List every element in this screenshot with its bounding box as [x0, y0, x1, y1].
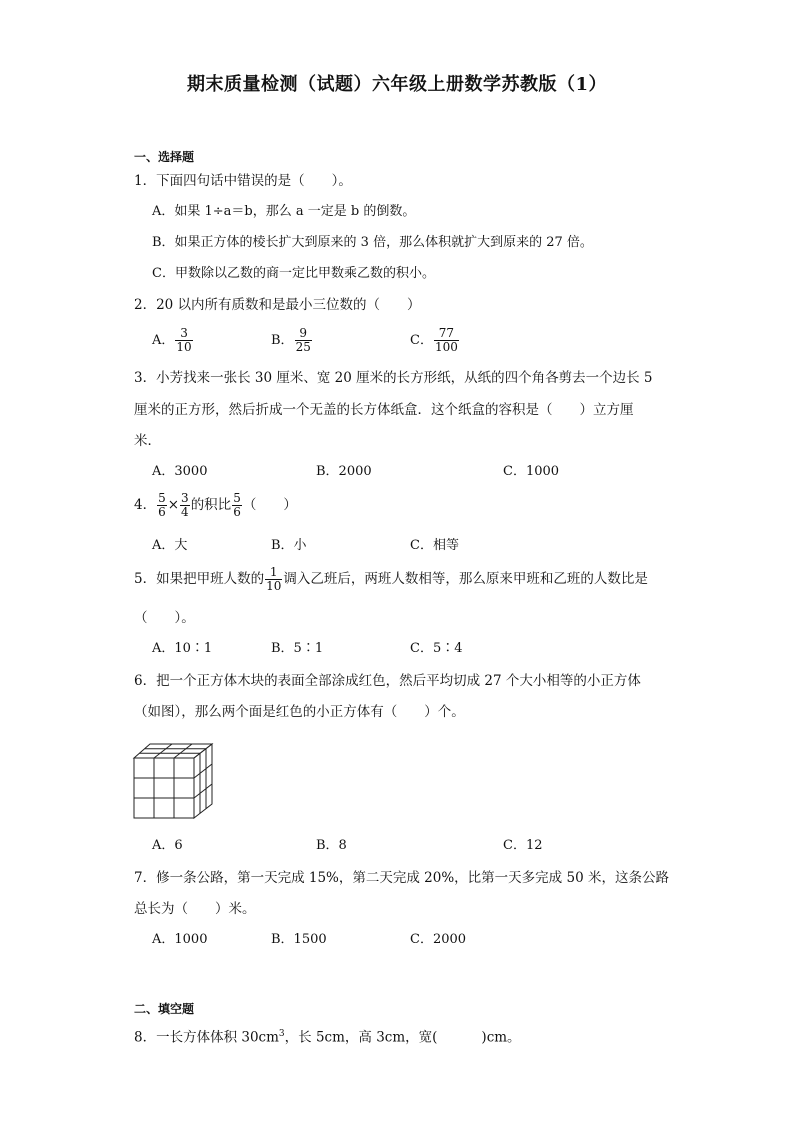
section-choice-heading: 一、选择题	[134, 150, 195, 164]
q7-line-2: 总长为（ ）米。	[134, 901, 256, 917]
q4-option-b: B．小	[271, 538, 307, 553]
fraction-numerator: 5	[158, 491, 166, 505]
q5-pre-text: 5．如果把甲班人数的	[134, 571, 265, 587]
fraction-denominator: 10	[266, 579, 282, 593]
q6-option-a: A．6	[152, 838, 183, 853]
q4-tail: （ ）	[242, 497, 297, 513]
fraction-denominator: 6	[158, 505, 166, 519]
q6-option-b: B．8	[316, 838, 347, 853]
q2-option-b-fraction	[295, 327, 312, 354]
q3-option-c: C．1000	[503, 464, 560, 479]
cube-figure	[132, 742, 222, 822]
fraction-numerator: 3	[181, 491, 189, 505]
fraction-numerator: 5	[233, 491, 241, 505]
q7-line-1: 7．修一条公路，第一天完成 15%，第二天完成 20%，比第一天多完成 50 米，这条公路	[134, 870, 669, 886]
q2-option-a-fraction	[175, 327, 192, 354]
q5-post-text: 调入乙班后，两班人数相等，那么原来甲班和乙班的人数比是	[283, 571, 648, 587]
q8-pre-text: 8．一长方体体积 30cm	[134, 1029, 279, 1046]
q3-line-1: 3．小芳找来一张长 30 厘米、宽 20 厘米的长方形纸，从纸的四个角各剪去一个边长 5	[134, 370, 653, 386]
q8-post-text: ，长 5cm，高 3cm，宽(	[284, 1029, 438, 1046]
q7-option-b: B．1500	[271, 932, 327, 947]
q2-option-c-fraction	[434, 327, 459, 354]
q2-option-c	[410, 327, 460, 354]
q6-line-1: 6．把一个正方体木块的表面全部涂成红色，然后平均切成 27 个大小相等的小正方体	[134, 673, 641, 689]
q3-line-3: 米．	[134, 433, 161, 449]
q4-fraction-1	[157, 492, 167, 519]
q3-option-b: B．2000	[316, 464, 372, 479]
q8-stem	[134, 1025, 521, 1047]
fraction-denominator: 10	[176, 340, 192, 354]
q5-fraction	[265, 566, 282, 593]
q8-superscript: 3	[278, 1029, 285, 1039]
q4-option-a: A．大	[152, 538, 188, 553]
q6-line-2: （如图），那么两个面是红色的小正方体有（ ）个。	[134, 704, 465, 720]
q6-option-c: C．12	[503, 838, 543, 853]
page-title: 期末质量检测（试题）六年级上册数学苏教版（1）	[186, 74, 608, 95]
q8-tail: )cm。	[481, 1029, 521, 1046]
q4-stem	[134, 492, 297, 519]
q5-option-c: C．5∶4	[410, 641, 463, 656]
q2-option-a-label: A．	[152, 333, 175, 348]
q2-option-c-label: C．	[410, 333, 433, 348]
q4-number: 4．	[134, 497, 157, 513]
q5-option-b: B．5∶1	[271, 641, 324, 656]
q5-line-1	[134, 566, 648, 593]
fraction-denominator: 100	[434, 340, 458, 354]
fraction-denominator: 25	[295, 340, 311, 354]
fraction-denominator: 6	[233, 505, 241, 519]
q4-mid-text: 的积比	[190, 497, 232, 513]
q1-option-a: A．如果 1÷a＝b，那么 a 一定是 b 的倒数。	[152, 204, 416, 219]
section-fill-heading: 二、填空题	[134, 1002, 195, 1016]
q1-option-c: C．甲数除以乙数的商一定比甲数乘乙数的积小。	[152, 266, 435, 281]
fraction-numerator: 3	[180, 326, 188, 340]
q5-option-a: A．10∶1	[152, 641, 213, 656]
q2-stem: 2．20 以内所有质数和是最小三位数的（ ）	[134, 297, 421, 313]
fraction-denominator: 4	[181, 505, 189, 519]
q1-stem: 1．下面四句话中错误的是（ ）。	[134, 173, 352, 189]
q2-option-b	[271, 327, 313, 354]
q5-line-2: （ ）。	[134, 610, 195, 626]
q4-fraction-2	[180, 492, 190, 519]
q4-option-c: C．相等	[410, 538, 459, 553]
q7-option-a: A．1000	[152, 932, 208, 947]
q2-option-b-label: B．	[271, 333, 294, 348]
fraction-numerator: 77	[438, 326, 455, 340]
times-sign: ×	[167, 497, 180, 513]
q3-line-2: 厘米的正方形，然后折成一个无盖的长方体纸盒．这个纸盒的容积是（ ）立方厘	[134, 402, 634, 418]
fraction-numerator: 1	[269, 565, 278, 579]
q4-fraction-3	[232, 492, 242, 519]
fraction-numerator: 9	[299, 326, 308, 340]
q1-option-b: B．如果正方体的棱长扩大到原来的 3 倍，那么体积就扩大到原来的 27 倍。	[152, 235, 593, 250]
q2-option-a	[152, 327, 194, 354]
q7-option-c: C．2000	[410, 932, 467, 947]
q3-option-a: A．3000	[152, 464, 208, 479]
